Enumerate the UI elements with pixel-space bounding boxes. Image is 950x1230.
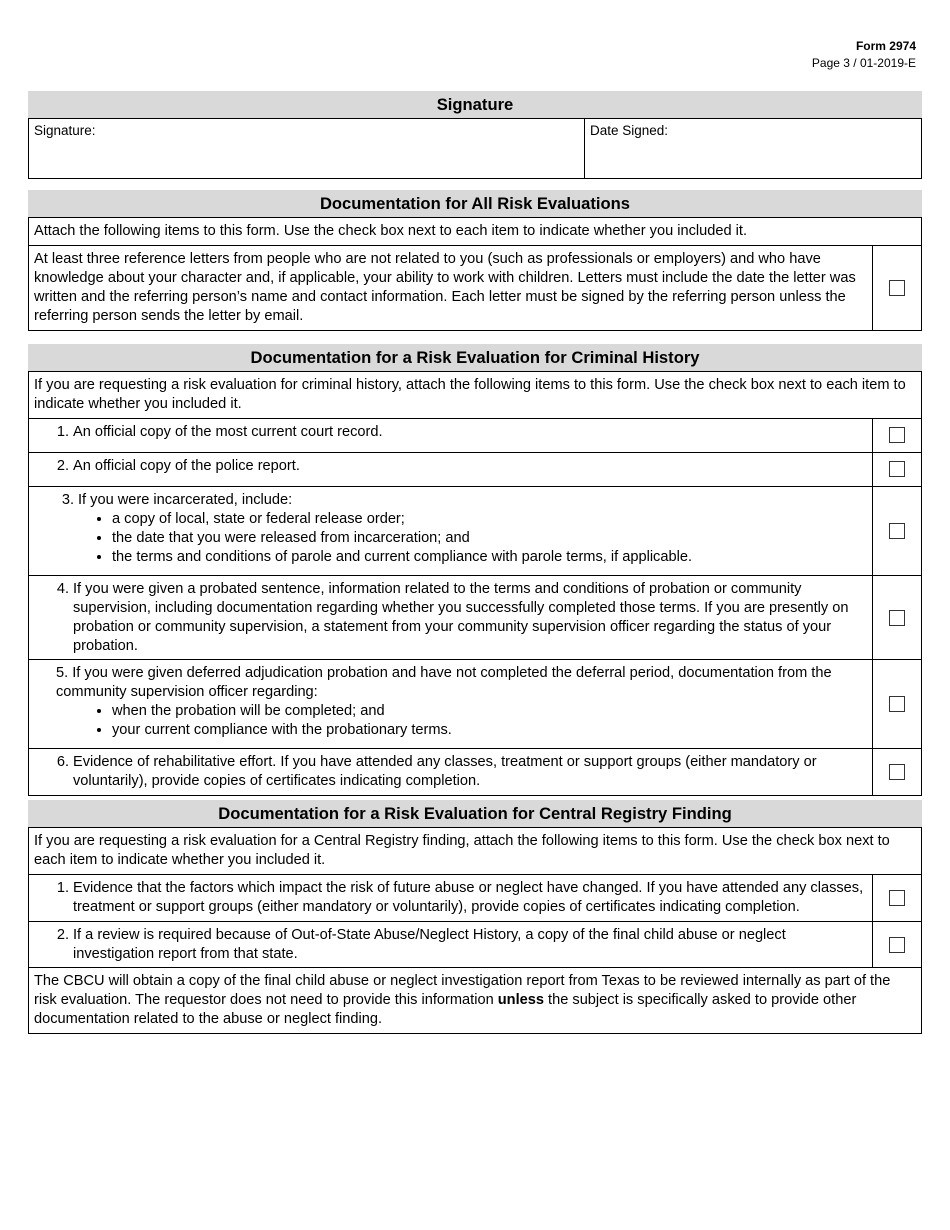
section-title: Documentation for a Risk Evaluation for Central Registry Finding: [28, 800, 922, 827]
reference-letters-item: At least three reference letters from people who are not related to you (such as professionals or employers) and who have knowledge about your character and, if applicable, your ability to work with children. Letters must include the date the letter was written and the referring person’s name and contact information. Each letter must be signed by the referring person unless the referring person sends the letter by email.: [34, 250, 856, 324]
section-intro: Attach the following items to this form. Use the check box next to each item to indicate whether you included it.: [34, 223, 748, 239]
criminal-item-6-checkbox[interactable]: [889, 764, 905, 780]
page-info: Page 3 / 01-2019-E: [811, 55, 916, 70]
all-risk-section: [28, 190, 922, 331]
registry-item-2: 2. If a review is required because of Out-of-State Abuse/Neglect History, a copy of the final child abuse or neglect investigation report from that state.: [56, 926, 786, 962]
reference-letters-checkbox[interactable]: [889, 280, 905, 296]
signature-label: Signature:: [34, 123, 96, 138]
signature-field[interactable]: [29, 119, 585, 178]
criminal-item-5: 5. If you were given deferred adjudication probation and have not completed the deferral period, documentation from the community supervision officer regarding: • when the probation will be completed; and • your current compliance with the probationary terms.: [29, 660, 872, 748]
section-intro: If you are requesting a risk evaluation for criminal history, attach the following items to this form. Use the check box next to each item to indicate whether you included it.: [34, 377, 906, 412]
criminal-item-3-checkbox[interactable]: [889, 523, 905, 539]
list-item: • the date that you were released from incarceration; and: [112, 529, 867, 548]
registry-item-1: 1. Evidence that the factors which impact the risk of future abuse or neglect have changed. If you have attended any classes, treatment or support groups (either mandatory or voluntarily), provide copies of certificates indicating completion.: [56, 879, 864, 915]
list-item: • the terms and conditions of parole and current compliance with parole terms, if applicable.: [112, 548, 867, 567]
criminal-item-4: 4. If you were given a probated sentence, information related to the terms and conditions of probation or community supervision, including documentation regarding whether you successfully completed those terms. If you are presently on probation or community supervision, a statement from your community supervision officer regarding the status of your probation.: [56, 580, 849, 654]
criminal-item-3: 3. If you were incarcerated, include: • a copy of local, state or federal release order; • the date that you were released from incarceration; and • the terms and conditions of parole and current compliance with parole terms, if applicable.: [29, 487, 872, 575]
criminal-item-1: 1. An official copy of the most current court record.: [56, 423, 383, 440]
section-intro: If you are requesting a risk evaluation for a Central Registry finding, attach the following items to this form. Use the check box next to each item to indicate whether you included it.: [34, 833, 890, 868]
list-item: • a copy of local, state or federal release order;: [112, 510, 867, 529]
list-item: • when the probation will be completed; and: [112, 702, 867, 721]
section-title: Documentation for All Risk Evaluations: [28, 190, 922, 217]
central-registry-section: [28, 800, 922, 1034]
form-header: [812, 38, 916, 71]
criminal-item-4-checkbox[interactable]: [889, 610, 905, 626]
registry-item-2-checkbox[interactable]: [889, 937, 905, 953]
criminal-item-2: 2. An official copy of the police report.: [56, 457, 300, 474]
section-title: Signature: [28, 91, 922, 118]
criminal-item-1-checkbox[interactable]: [889, 427, 905, 443]
criminal-item-6: 6. Evidence of rehabilitative effort. If you have attended any classes, treatment or support groups (either mandatory or voluntarily), provide copies of certificates indicating completion.: [56, 754, 817, 790]
criminal-item-5-checkbox[interactable]: [889, 696, 905, 712]
registry-item-1-checkbox[interactable]: [889, 890, 905, 906]
cbcu-note: The CBCU will obtain a copy of the final child abuse or neglect investigation report from Texas to be reviewed internally as part of the risk evaluation. The requestor does not need to provide this information unless the subject is specifically asked to provide other documentation related to the abuse or neglect finding.: [34, 973, 891, 1028]
list-item: • your current compliance with the probationary terms.: [112, 721, 867, 740]
form-number: Form 2974: [855, 39, 916, 53]
signature-section: [28, 91, 922, 179]
date-signed-field[interactable]: [585, 119, 921, 178]
criminal-history-section: [28, 344, 922, 796]
section-title: Documentation for a Risk Evaluation for Criminal History: [28, 344, 922, 371]
criminal-item-2-checkbox[interactable]: [889, 461, 905, 477]
date-signed-label: Date Signed:: [590, 123, 669, 138]
